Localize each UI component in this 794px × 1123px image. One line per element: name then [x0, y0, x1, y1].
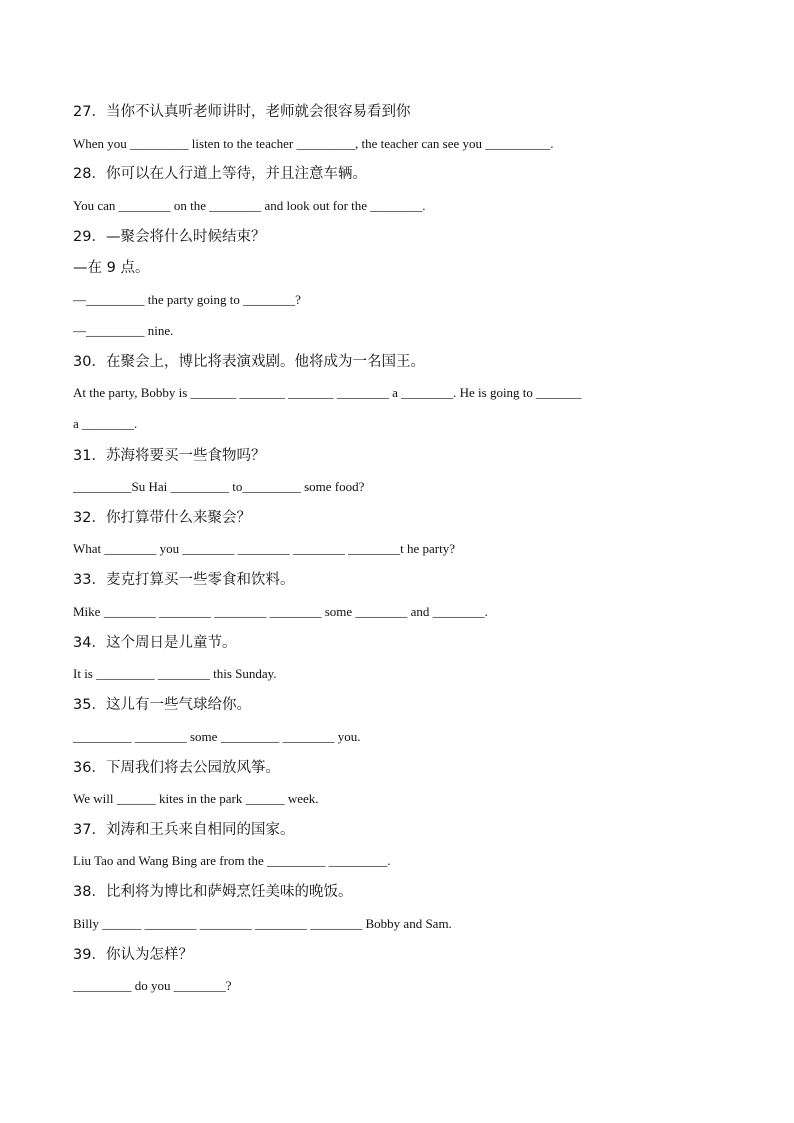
question-37-sentence: Liu Tao and Wang Bing are from the _________ _________. — [73, 853, 391, 868]
question-36-prompt: 36．下周我们将去公园放风筝。 — [73, 760, 280, 776]
question-38-sentence: Billy ______ ________ ________ ________ ________ Bobby and Sam. — [73, 916, 452, 931]
question-34-sentence: It is _________ ________ this Sunday. — [73, 666, 277, 681]
question-38-prompt: 38．比利将为博比和萨姆烹饪美味的晚饭。 — [73, 884, 353, 900]
question-39-sentence: _________ do you ________? — [73, 978, 232, 993]
question-39-prompt: 39．你认为怎样？ — [73, 947, 193, 963]
question-27-sentence: When you _________ listen to the teacher _________, the teacher can see you __________. — [73, 136, 554, 151]
question-33-sentence: Mike ________ ________ ________ ________ some ________ and ________. — [73, 604, 488, 619]
question-29-sentence-1: —_________ the party going to ________? — [73, 292, 301, 307]
question-33-prompt: 33．麦克打算买一些零食和饮料。 — [73, 572, 295, 588]
question-30-prompt: 30．在聚会上，博比将表演戏剧。他将成为一名国王。 — [73, 354, 425, 370]
question-31-sentence: _________Su Hai _________ to_________ some food? — [73, 479, 365, 494]
question-29-sentence-2: —_________ nine. — [73, 323, 174, 338]
question-31-prompt: 31．苏海将要买一些食物吗？ — [73, 448, 266, 464]
question-28-prompt: 28．你可以在人行道上等待，并且注意车辆。 — [73, 166, 367, 182]
question-29-prompt: 29．—聚会将什么时候结束？ — [73, 229, 266, 245]
question-37-prompt: 37．刘涛和王兵来自相同的国家。 — [73, 822, 295, 838]
question-32-sentence: What ________ you ________ ________ ________ ________t he party? — [73, 541, 456, 556]
question-30-sentence-1: At the party, Bobby is _______ _______ _______ ________ a ________. He is going to _______ — [73, 385, 582, 400]
question-30-sentence-2: a ________. — [73, 416, 138, 431]
question-28-sentence: You can ________ on the ________ and look out for the ________. — [73, 198, 426, 213]
question-34-prompt: 34．这个周日是儿童节。 — [73, 635, 237, 651]
question-29-answer-cn: —在 9 点。 — [73, 260, 150, 276]
question-32-prompt: 32．你打算带什么来聚会？ — [73, 510, 251, 526]
question-35-sentence: _________ ________ some _________ ________ you. — [73, 729, 361, 744]
question-36-sentence: We will ______ kites in the park ______ week. — [73, 791, 319, 806]
question-27-prompt: 27．当你不认真听老师讲时，老师就会很容易看到你 — [73, 104, 411, 120]
question-35-prompt: 35．这儿有一些气球给你。 — [73, 697, 251, 713]
